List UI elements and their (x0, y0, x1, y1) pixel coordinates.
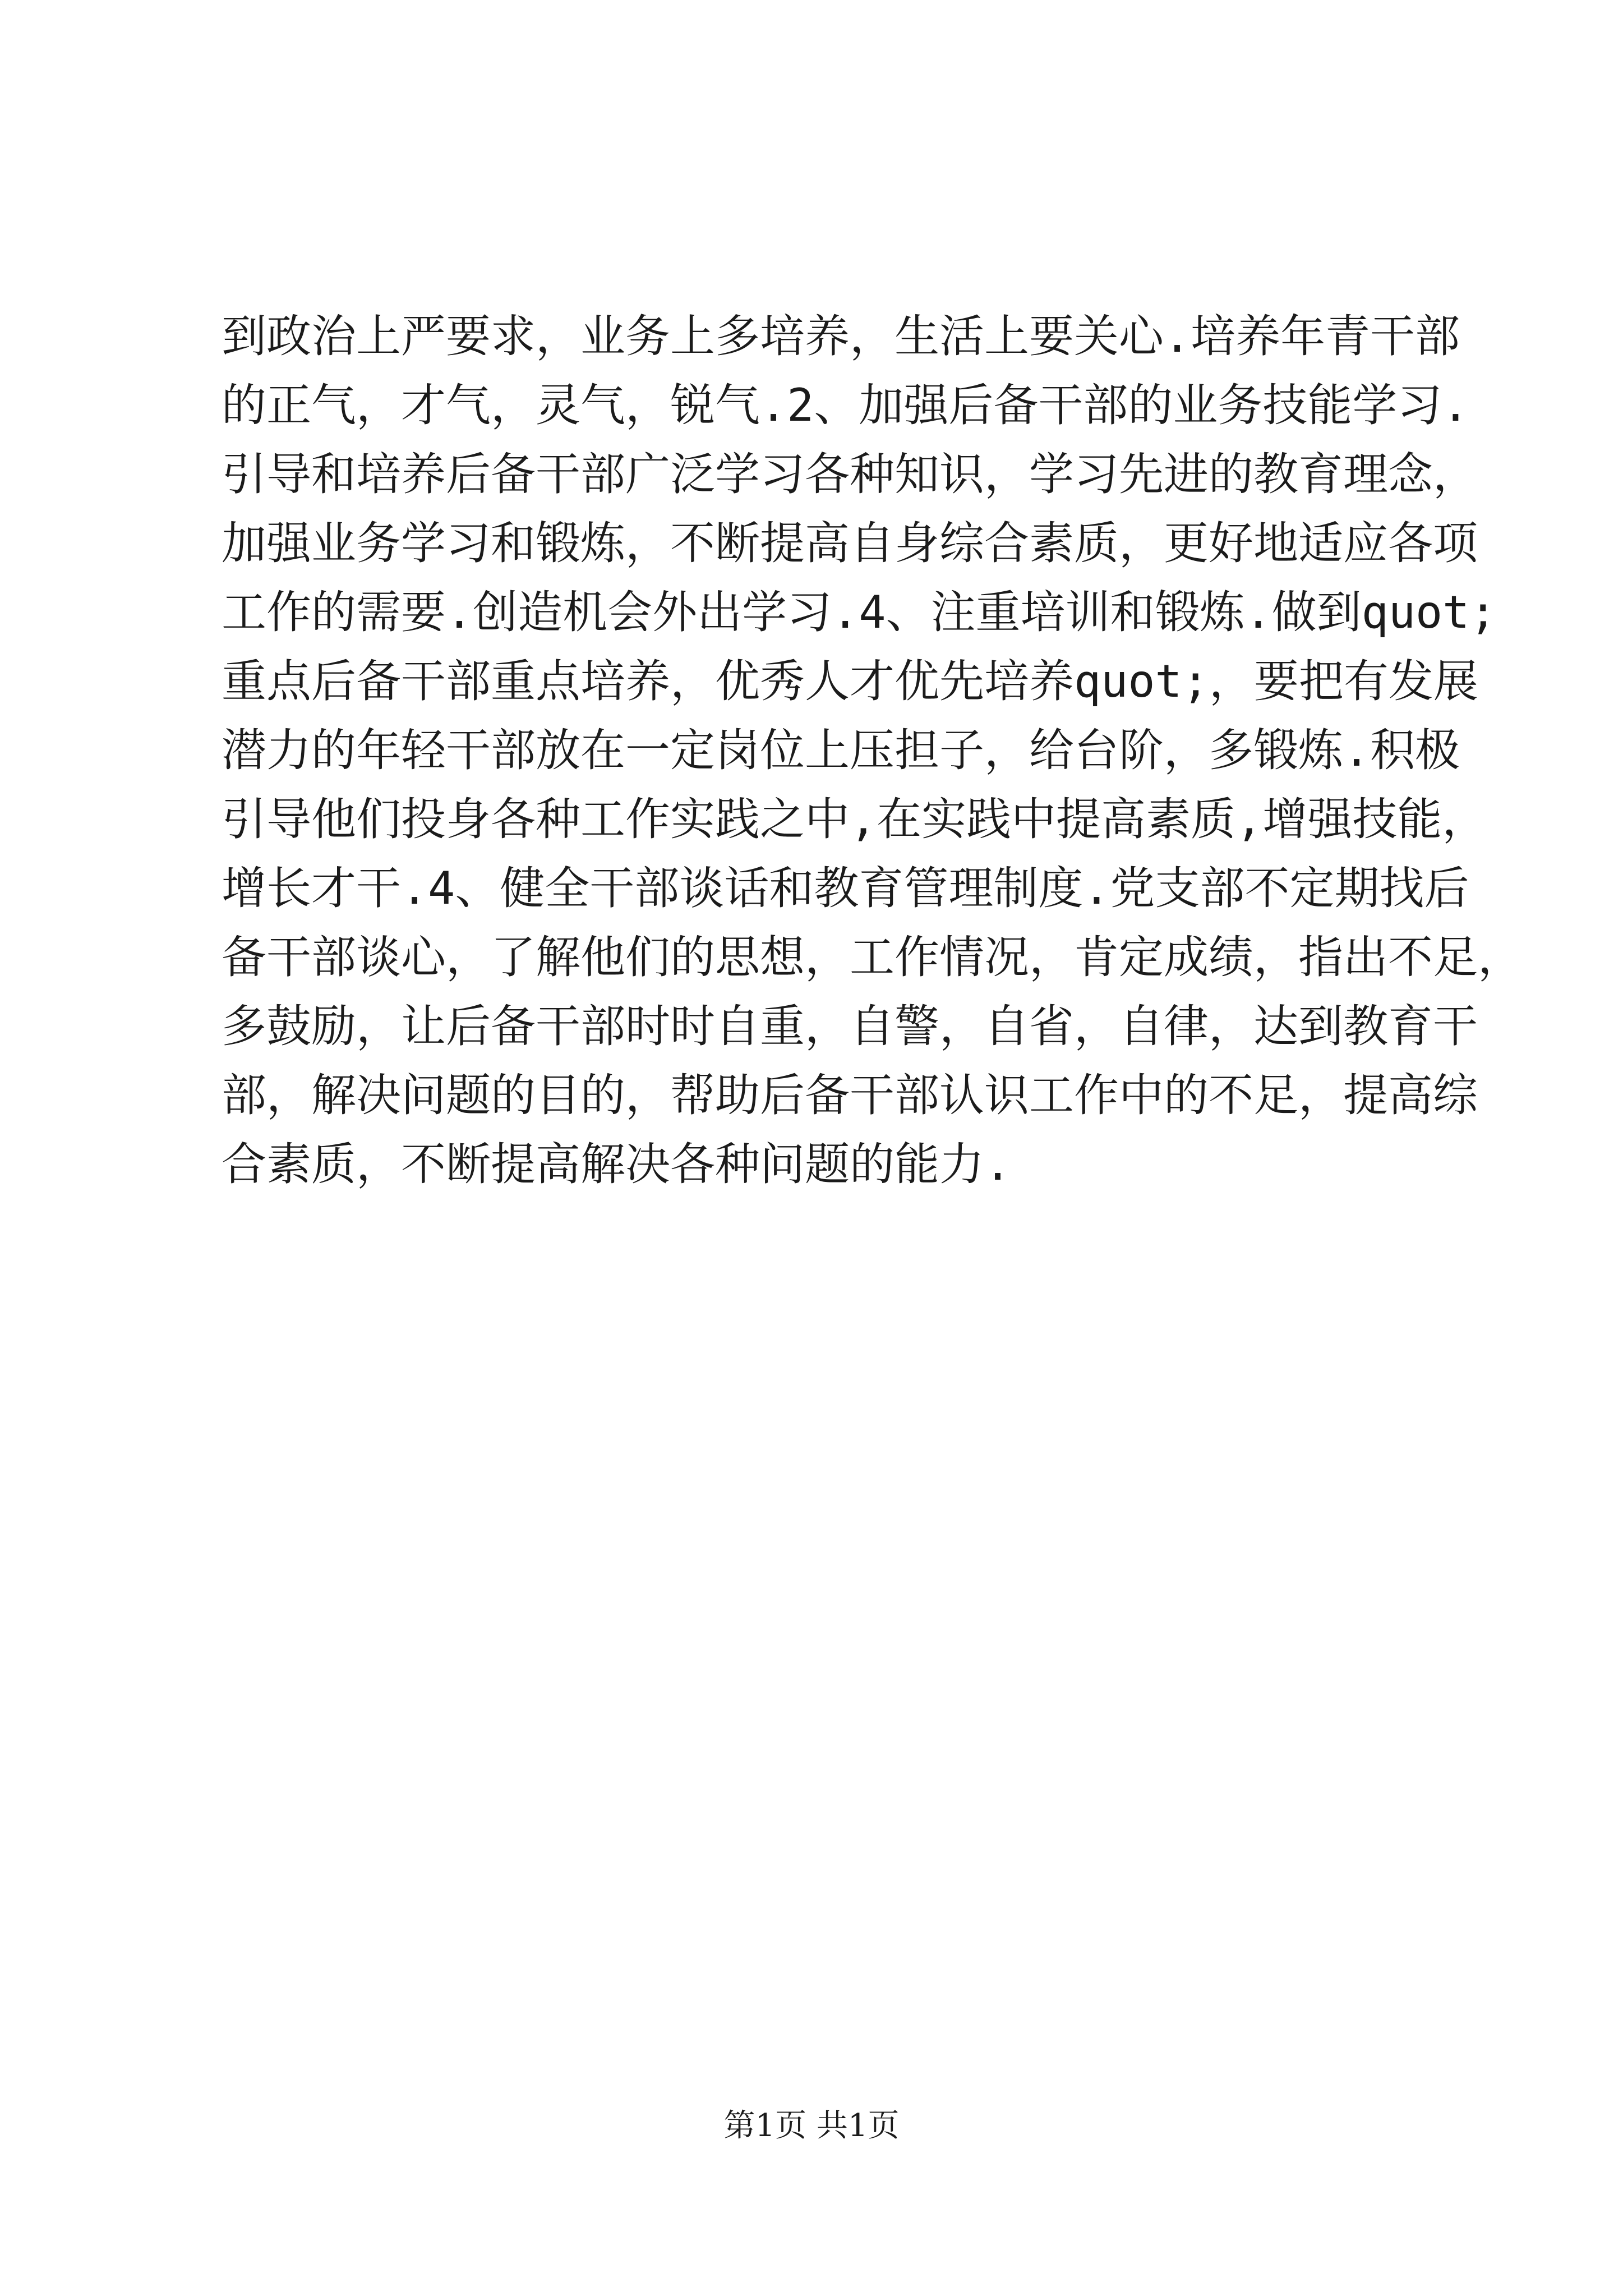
paragraph-line: 潜力的年轻干部放在一定岗位上压担子，给台阶，多锻炼.积极 (222, 724, 1460, 776)
paragraph-line: 到政治上严要求，业务上多培养，生活上要关心.培养年青干部 (222, 310, 1460, 362)
paragraph-line: 引导他们投身各种工作实践之中,在实践中提高素质,增强技能， (222, 793, 1487, 845)
body-paragraph (222, 302, 1523, 1199)
paragraph-line: 工作的需要.创造机会外出学习.4、注重培训和锻炼.做到quot; (222, 586, 1497, 638)
paragraph-line: 部，解决问题的目的，帮助后备干部认识工作中的不足，提高综 (222, 1069, 1478, 1121)
paragraph-line: 多鼓励，让后备干部时时自重，自警，自省，自律，达到教育干 (222, 1000, 1478, 1052)
paragraph-line: 的正气，才气，灵气，锐气.2、加强后备干部的业务技能学习. (222, 379, 1469, 431)
paragraph-line: 加强业务学习和锻炼，不断提高自身综合素质，更好地适应各项 (222, 517, 1478, 569)
paragraph-line: 合素质，不断提高解决各种问题的能力. (222, 1138, 1012, 1190)
paragraph-line: 引导和培养后备干部广泛学习各种知识，学习先进的教育理念， (222, 448, 1478, 500)
paragraph-line: 增长才干.4、健全干部谈话和教育管理制度.党支部不定期找后 (222, 862, 1469, 914)
page-number-footer: 第1页 共1页 (723, 2108, 900, 2144)
paragraph-line: 重点后备干部重点培养，优秀人才优先培养quot;，要把有发展 (222, 655, 1478, 707)
paragraph-line: 备干部谈心，了解他们的思想，工作情况，肯定成绩，指出不足， (222, 931, 1523, 983)
